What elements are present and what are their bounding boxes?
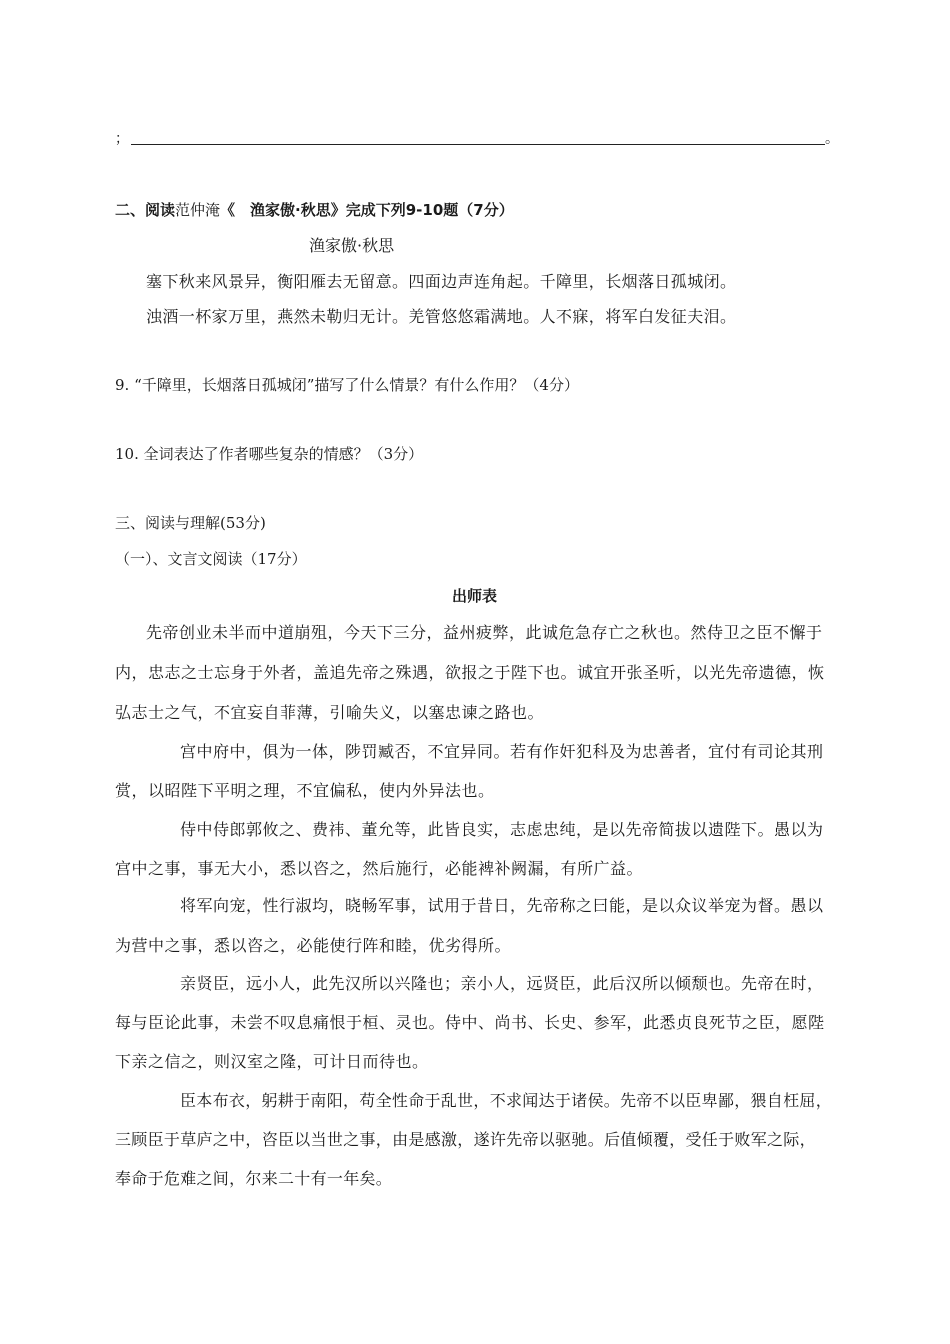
essay-p3-line2: 宫中之事，事无大小，悉以咨之，然后施行，必能裨补阙漏，有所广益。 <box>115 859 644 878</box>
section3-heading: 三、阅读与理解(53分) <box>115 514 266 532</box>
poem-line-1: 塞下秋来风景异，衡阳雁去无留意。四面边声连角起。千障里，长烟落日孤城闭。 <box>146 272 737 291</box>
essay-p5-line2: 每与臣论此事，未尝不叹息痛恨于桓、灵也。侍中、尚书、长史、参军，此悉贞良死节之臣，愿陛 <box>115 1013 825 1032</box>
section2-heading-author: 范仲淹 <box>175 201 221 219</box>
essay-p5-line1: 亲贤臣，远小人，此先汉所以兴隆也；亲小人，远贤臣，此后汉所以倾颓也。先帝在时， <box>180 974 824 993</box>
essay-p4-line1: 将军向宠，性行淑均，晓畅军事，试用于昔日，先帝称之曰能，是以众议举宠为督。愚以 <box>180 896 824 915</box>
essay-p1-line3: 弘志士之气，不宜妄自菲薄，引喻失义，以塞忠谏之路也。 <box>115 703 545 722</box>
section2-heading <box>115 199 514 220</box>
essay-p2-line2: 赏，以昭陛下平明之理，不宜偏私，使内外异法也。 <box>115 781 495 800</box>
poem-title: 渔家傲·秋思 <box>309 236 395 255</box>
question-10: 10. 全词表达了作者哪些复杂的情感？（3分） <box>115 445 424 463</box>
essay-title: 出师表 <box>452 587 498 605</box>
essay-p6-line2: 三顾臣于草庐之中，咨臣以当世之事，由是感激，遂许先帝以驱驰。后值倾覆，受任于败军之际， <box>115 1130 816 1149</box>
section3-subheading: （一）、文言文阅读（17分） <box>115 550 307 568</box>
essay-p1-line1: 先帝创业未半而中道崩殂，今天下三分，益州疲弊，此诚危急存亡之秋也。然侍卫之臣不懈于 <box>146 623 823 642</box>
essay-p3-line1: 侍中侍郎郭攸之、费祎、董允等，此皆良实，志虑忠纯，是以先帝简拔以遗陛下。愚以为 <box>180 820 824 839</box>
answer-line <box>115 128 839 148</box>
essay-p5-line3: 下亲之信之，则汉室之隆，可计日而待也。 <box>115 1052 429 1071</box>
essay-p6-line1: 臣本布衣，躬耕于南阳，苟全性命于乱世，不求闻达于诸侯。先帝不以臣卑鄙，猥自枉屈， <box>180 1091 833 1110</box>
essay-p1-line2: 内，忠志之士忘身于外者，盖追先帝之殊遇，欲报之于陛下也。诚宜开张圣听，以光先帝遗德，恢 <box>115 663 825 682</box>
essay-p4-line2: 为营中之事，悉以咨之，必能使行阵和睦，优劣得所。 <box>115 936 512 955</box>
essay-p2-line1: 宫中府中，俱为一体，陟罚臧否，不宜异同。若有作奸犯科及为忠善者，宜付有司论其刑 <box>180 742 824 761</box>
essay-p6-line3: 奉命于危难之间，尔来二十有一年矣。 <box>115 1169 393 1188</box>
question-9: 9. “千障里，长烟落日孤城闭”描写了什么情景？有什么作用？（4分） <box>115 376 579 394</box>
section2-heading-part2: 《 渔家傲·秋思》完成下列9-10题（7分） <box>220 201 514 219</box>
answer-line-suffix: 。 <box>825 131 839 147</box>
answer-underline <box>131 144 825 145</box>
poem-line-2: 浊酒一杯家万里，燕然未勒归无计。羌管悠悠霜满地。人不寐，将军白发征夫泪。 <box>146 307 737 326</box>
section2-heading-part1: 二、阅读 <box>115 201 176 219</box>
answer-line-prefix: ； <box>115 131 129 147</box>
